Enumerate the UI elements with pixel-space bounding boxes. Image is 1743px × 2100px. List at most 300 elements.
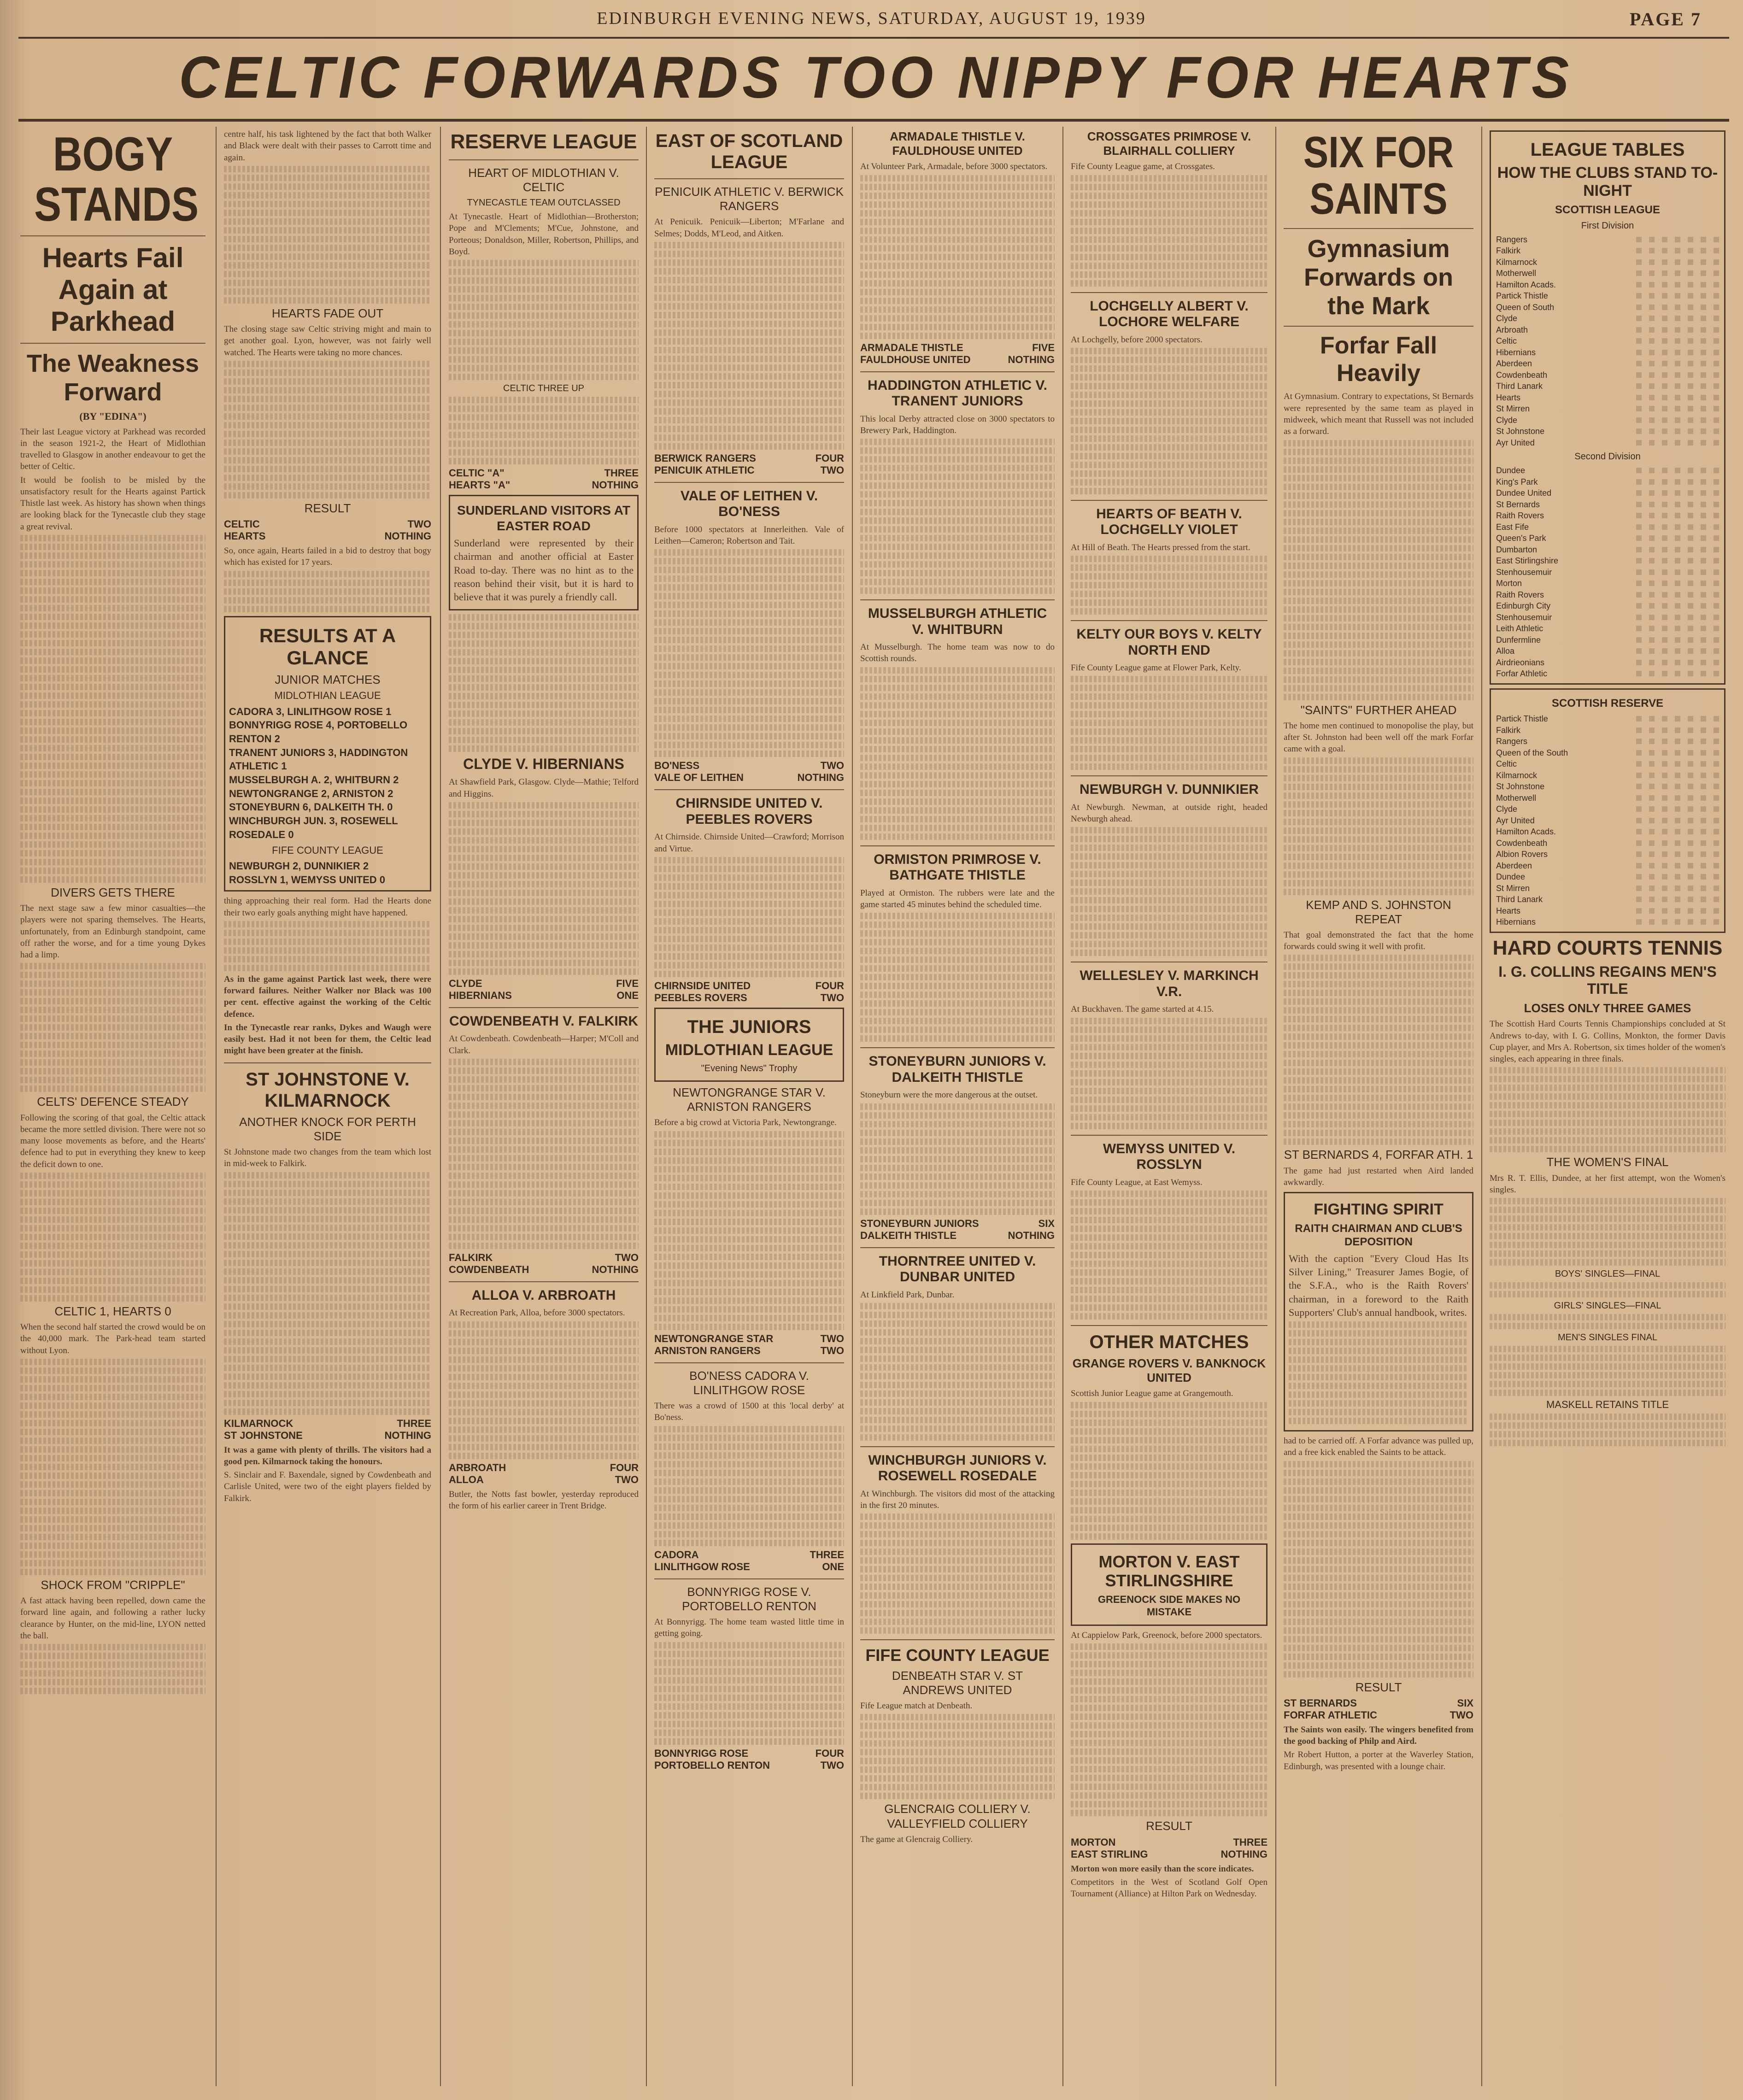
stat-cell	[1630, 883, 1643, 894]
stat-cell	[1669, 555, 1682, 567]
stat-cell	[1682, 313, 1695, 324]
stat-cell	[1708, 838, 1720, 849]
stat-cell	[1643, 770, 1656, 781]
league-tables-subtitle: HOW THE CLUBS STAND TO-NIGHT	[1497, 164, 1718, 200]
headline-fighting-spirit: FIGHTING SPIRIT	[1314, 1201, 1444, 1219]
article-paragraph: As in the game against Partick last week, there were forward failures. Neither Walker nor Black was 100 per cent. effective against the working of the Celtic defence.	[224, 974, 431, 1019]
stat-cell	[1682, 499, 1695, 510]
glance-title: RESULTS AT A GLANCE	[259, 624, 396, 669]
article-paragraph: Scottish Junior League game at Grangemouth.	[1071, 1389, 1233, 1399]
page-number: PAGE 7	[1629, 9, 1702, 29]
stat-cell	[1682, 487, 1695, 499]
stat-cell	[1630, 725, 1643, 736]
match-result	[449, 978, 639, 1002]
table-row	[1495, 589, 1720, 601]
stat-cell	[1695, 645, 1708, 657]
stat-cell	[1695, 770, 1708, 781]
stat-cell	[1643, 860, 1656, 872]
table-row	[1495, 358, 1720, 370]
stat-cell	[1708, 245, 1720, 257]
stat-cell	[1656, 279, 1669, 291]
stat-cell	[1656, 905, 1669, 917]
stat-cell	[1669, 758, 1682, 770]
stat-cell	[1695, 324, 1708, 336]
result-score: THREE	[397, 1417, 431, 1429]
column-celtic-hearts-cont	[217, 127, 438, 2086]
stat-cell	[1630, 465, 1643, 476]
result-score: TWO	[820, 464, 844, 476]
stat-cell	[1682, 612, 1695, 623]
team-name: Hibernians	[1496, 347, 1536, 357]
stat-cell	[1643, 668, 1656, 680]
match-heading: BO'NESS CADORA V. LINLITHGOW ROSE	[689, 1368, 809, 1397]
match-result	[449, 1462, 639, 1486]
match-heading: STONEYBURN JUNIORS V. DALKEITH THISTLE	[869, 1054, 1046, 1085]
result-team: FORFAR ATHLETIC	[1284, 1709, 1377, 1721]
stat-cell	[1656, 657, 1669, 669]
stat-cell	[1656, 268, 1669, 279]
stat-cell	[1669, 392, 1682, 404]
stat-cell	[1682, 415, 1695, 426]
article-paragraph: At Shawfield Park, Glasgow. Clyde—Mathie; Telford and Higgins.	[449, 777, 639, 799]
stat-cell	[1695, 623, 1708, 634]
stat-cell	[1630, 657, 1643, 669]
table-row	[1495, 657, 1720, 669]
stat-cell	[1695, 381, 1708, 392]
subhead-hearts-fail: Hearts Fail Again at Parkhead	[42, 242, 184, 337]
result-team: ARMADALE THISTLE	[860, 341, 963, 353]
stat-cell	[1708, 522, 1720, 533]
article-paragraph: Mr Robert Hutton, a porter at the Waverley Station, Edinburgh, was presented with a lounge chair.	[1284, 1750, 1473, 1772]
stat-cell	[1643, 358, 1656, 370]
stat-cell	[1669, 815, 1682, 827]
stat-cell	[1669, 838, 1682, 849]
table-row	[1495, 403, 1720, 415]
stat-cell	[1656, 736, 1669, 747]
stat-cell	[1669, 747, 1682, 759]
stat-cell	[1643, 347, 1656, 358]
result-team: BO'NESS	[654, 760, 700, 772]
stat-cell	[1643, 736, 1656, 747]
stat-cell	[1682, 736, 1695, 747]
match-result	[654, 1333, 844, 1357]
section-girls-singles: GIRLS' SINGLES—FINAL	[1554, 1301, 1661, 1311]
stat-cell	[1669, 792, 1682, 804]
stat-cell	[1656, 245, 1669, 257]
stat-cell	[1695, 522, 1708, 533]
banner-rule	[18, 119, 1729, 122]
team-name: Alloa	[1496, 646, 1515, 656]
stat-cell	[1656, 426, 1669, 437]
team-name: Dundee	[1496, 872, 1526, 882]
article-paragraph: Mrs R. T. Ellis, Dundee, at her first attempt, won the Women's singles.	[1490, 1173, 1725, 1195]
table-row	[1495, 894, 1720, 905]
stat-cell	[1708, 437, 1720, 449]
headline-fife-county: FIFE COUNTY LEAGUE	[865, 1646, 1050, 1665]
glance-result: ROSSLYN 1, WEMYSS UNITED 0	[229, 874, 386, 886]
stat-cell	[1643, 426, 1656, 437]
stat-cell	[1682, 758, 1695, 770]
reserve-table	[1495, 713, 1720, 928]
team-name: St Mirren	[1496, 883, 1530, 893]
stat-cell	[1708, 426, 1720, 437]
table-row	[1495, 600, 1720, 612]
article-paragraph: Sunderland were represented by their chairman and another official at Easter Road to-day. There was no hint as to the reason behind their visit, but it is hard to believe that it was purely a friendly call.	[454, 537, 634, 603]
stat-cell	[1656, 894, 1669, 905]
stat-cell	[1656, 871, 1669, 883]
stat-cell	[1643, 313, 1656, 324]
subhead-perth: ANOTHER KNOCK FOR PERTH SIDE	[239, 1115, 416, 1143]
stat-cell	[1656, 578, 1669, 589]
stat-cell	[1669, 736, 1682, 747]
first-division-rows	[1495, 234, 1720, 449]
stat-cell	[1630, 871, 1643, 883]
stat-cell	[1708, 234, 1720, 246]
section-mens-singles: MEN'S SINGLES FINAL	[1557, 1332, 1658, 1343]
stat-cell	[1708, 347, 1720, 358]
stat-cell	[1682, 335, 1695, 347]
table-row	[1495, 849, 1720, 860]
stat-cell	[1695, 871, 1708, 883]
stat-cell	[1656, 770, 1669, 781]
result-label: RESULT	[1146, 1819, 1192, 1833]
stat-cell	[1669, 916, 1682, 928]
stat-cell	[1630, 645, 1643, 657]
table-row	[1495, 645, 1720, 657]
stat-cell	[1695, 555, 1708, 567]
stat-cell	[1682, 747, 1695, 759]
stat-cell	[1695, 268, 1708, 279]
result-team: EAST STIRLING	[1071, 1848, 1148, 1860]
result-score: NOTHING	[384, 530, 431, 542]
stat-cell	[1708, 736, 1720, 747]
team-name: Hamilton Acads.	[1496, 280, 1556, 289]
stat-cell	[1708, 634, 1720, 646]
team-name: Raith Rovers	[1496, 590, 1544, 599]
stat-cell	[1695, 245, 1708, 257]
stat-cell	[1682, 567, 1695, 578]
result-team: BERWICK RANGERS	[654, 452, 756, 464]
stat-cell	[1708, 381, 1720, 392]
stat-cell	[1643, 476, 1656, 488]
stat-cell	[1695, 510, 1708, 522]
section-hearts-fade: HEARTS FADE OUT	[271, 306, 384, 320]
stat-cell	[1708, 770, 1720, 781]
stat-cell	[1682, 437, 1695, 449]
stat-cell	[1656, 476, 1669, 488]
stat-cell	[1682, 510, 1695, 522]
result-team: PEEBLES ROVERS	[654, 991, 747, 1003]
stat-cell	[1708, 567, 1720, 578]
stat-cell	[1656, 257, 1669, 268]
table-row	[1495, 279, 1720, 291]
stat-cell	[1708, 415, 1720, 426]
stat-cell	[1656, 916, 1669, 928]
result-score: TWO	[820, 1759, 844, 1771]
stat-cell	[1695, 335, 1708, 347]
section-celtic-three-up: CELTIC THREE UP	[503, 383, 584, 394]
stat-cell	[1656, 600, 1669, 612]
stat-cell	[1695, 234, 1708, 246]
team-name: Falkirk	[1496, 246, 1520, 256]
table-row	[1495, 612, 1720, 623]
stat-cell	[1669, 905, 1682, 917]
team-name: Queen's Park	[1496, 534, 1546, 543]
stat-cell	[1643, 883, 1656, 894]
stat-cell	[1643, 302, 1656, 313]
stat-cell	[1656, 465, 1669, 476]
stat-cell	[1643, 657, 1656, 669]
column-east-of-scotland	[648, 127, 851, 2086]
stat-cell	[1682, 358, 1695, 370]
result-label: RESULT	[304, 501, 351, 515]
stat-cell	[1708, 916, 1720, 928]
result-score: TWO	[820, 991, 844, 1003]
stat-cell	[1630, 403, 1643, 415]
article-paragraph: The Saints won easily. The wingers benefited from the good backing of Philp and Aird.	[1284, 1725, 1473, 1747]
table-row	[1495, 905, 1720, 917]
team-name: Aberdeen	[1496, 861, 1532, 870]
match-heading: GLENCRAIG COLLIERY V. VALLEYFIELD COLLIERY	[884, 1802, 1031, 1830]
second-division-label: Second Division	[1574, 452, 1641, 462]
section-st-bernards-4: ST BERNARDS 4, FORFAR ATH. 1	[1284, 1148, 1473, 1162]
stat-cell	[1682, 544, 1695, 556]
article-paragraph: So, once again, Hearts failed in a bid to destroy that bogy which has existed for 17 years.	[224, 546, 431, 568]
stat-cell	[1656, 358, 1669, 370]
article-paragraph: Before a big crowd at Victoria Park, Newtongrange.	[654, 1118, 837, 1128]
stat-cell	[1695, 916, 1708, 928]
stat-cell	[1695, 838, 1708, 849]
stat-cell	[1695, 860, 1708, 872]
stat-cell	[1695, 826, 1708, 838]
stat-cell	[1643, 871, 1656, 883]
table-row	[1495, 781, 1720, 792]
team-name: Motherwell	[1496, 269, 1537, 278]
table-row	[1495, 804, 1720, 815]
result-score: TWO	[820, 1344, 844, 1356]
stat-cell	[1643, 916, 1656, 928]
stat-cell	[1695, 736, 1708, 747]
stat-cell	[1656, 324, 1669, 336]
stat-cell	[1643, 645, 1656, 657]
stat-cell	[1630, 826, 1643, 838]
result-team: CELTIC	[224, 518, 260, 530]
table-row	[1495, 770, 1720, 781]
match-heading: ARMADALE THISTLE V. FAULDHOUSE UNITED	[890, 129, 1025, 158]
headline-other-matches: OTHER MATCHES	[1089, 1332, 1249, 1352]
stat-cell	[1695, 437, 1708, 449]
team-name: Arbroath	[1496, 325, 1528, 334]
team-name: Rangers	[1496, 737, 1528, 746]
stat-cell	[1682, 623, 1695, 634]
stat-cell	[1656, 713, 1669, 725]
stat-cell	[1682, 792, 1695, 804]
stat-cell	[1682, 381, 1695, 392]
match-heading: LOCHGELLY ALBERT V. LOCHORE WELFARE	[1090, 298, 1249, 330]
article-paragraph: Fife County League game, at Crossgates.	[1071, 162, 1215, 172]
stat-cell	[1708, 623, 1720, 634]
stat-cell	[1682, 257, 1695, 268]
stat-cell	[1669, 612, 1682, 623]
team-name: St Bernards	[1496, 499, 1540, 509]
stat-cell	[1695, 668, 1708, 680]
stat-cell	[1630, 668, 1643, 680]
article-paragraph: Their last League victory at Parkhead was recorded in the season 1921-2, the Heart of Midlothian travelled to Glasgow in another endeavour to get the better of Celtic.	[20, 427, 205, 472]
stat-cell	[1656, 347, 1669, 358]
result-score: FOUR	[815, 452, 844, 464]
team-name: Clyde	[1496, 415, 1518, 425]
stat-cell	[1708, 403, 1720, 415]
stat-cell	[1656, 567, 1669, 578]
stat-cell	[1630, 358, 1643, 370]
team-name: Cowdenbeath	[1496, 838, 1548, 848]
match-result	[224, 1418, 431, 1442]
result-score: SIX	[1038, 1217, 1055, 1229]
match-heading: HADDINGTON ATHLETIC V. TRANENT JUNIORS	[867, 377, 1047, 409]
stat-cell	[1682, 268, 1695, 279]
result-team: PORTOBELLO RENTON	[654, 1759, 770, 1771]
stat-cell	[1656, 533, 1669, 544]
headline-morton: MORTON V. EAST STIRLINGSHIRE	[1098, 1552, 1240, 1590]
match-heading: PENICUIK ATHLETIC V. BERWICK RANGERS	[655, 185, 844, 213]
stat-cell	[1695, 290, 1708, 302]
section-celtic-1-hearts-0: CELTIC 1, HEARTS 0	[54, 1304, 171, 1318]
stat-cell	[1708, 324, 1720, 336]
subhead-forfar: Forfar Fall Heavily	[1320, 332, 1438, 387]
stat-cell	[1656, 555, 1669, 567]
team-name: Kilmarnock	[1496, 257, 1538, 267]
stat-cell	[1708, 257, 1720, 268]
stat-cell	[1656, 302, 1669, 313]
table-row	[1495, 838, 1720, 849]
glance-result: MUSSELBURGH A. 2, WHITBURN 2	[229, 774, 399, 786]
stat-cell	[1695, 415, 1708, 426]
stat-cell	[1708, 657, 1720, 669]
headline-east-of-scotland: EAST OF SCOTLAND LEAGUE	[655, 131, 843, 172]
stat-cell	[1695, 302, 1708, 313]
table-row	[1495, 415, 1720, 426]
article-paragraph: At Chirnside. Chirnside United—Crawford; Morrison and Virtue.	[654, 832, 844, 854]
stat-cell	[1656, 290, 1669, 302]
stat-cell	[1656, 838, 1669, 849]
glance-result: BONNYRIGG ROSE 4, PORTOBELLO RENTON 2	[229, 719, 408, 745]
stat-cell	[1708, 465, 1720, 476]
stat-cell	[1669, 290, 1682, 302]
match-result	[224, 518, 431, 542]
team-name: Stenhousemuir	[1496, 612, 1552, 622]
table-row	[1495, 302, 1720, 313]
table-row	[1495, 245, 1720, 257]
stat-cell	[1695, 758, 1708, 770]
stat-cell	[1656, 370, 1669, 381]
stat-cell	[1682, 600, 1695, 612]
stat-cell	[1643, 487, 1656, 499]
stat-cell	[1708, 392, 1720, 404]
article-paragraph: Following the scoring of that goal, the Celtic attack became the more settled division. There were not so many loose movements as before, and the Hearts' defence had to put in everything they knew to keep the deficit down to one.	[20, 1113, 205, 1169]
table-row	[1495, 257, 1720, 268]
stat-cell	[1643, 245, 1656, 257]
juniors-box	[654, 1008, 844, 1082]
stat-cell	[1708, 476, 1720, 488]
stat-cell	[1669, 510, 1682, 522]
stat-cell	[1656, 510, 1669, 522]
stat-cell	[1682, 324, 1695, 336]
stat-cell	[1630, 589, 1643, 601]
table-row	[1495, 437, 1720, 449]
stat-cell	[1682, 370, 1695, 381]
stat-cell	[1643, 804, 1656, 815]
column-bogy-stands	[14, 127, 212, 2086]
stat-cell	[1669, 860, 1682, 872]
column-rule	[440, 127, 441, 2086]
match-heading: CLYDE V. HIBERNIANS	[463, 756, 624, 773]
section-kemp-johnston: KEMP AND S. JOHNSTON REPEAT	[1306, 897, 1451, 926]
section-maskell: MASKELL RETAINS TITLE	[1546, 1399, 1669, 1411]
stat-cell	[1656, 758, 1669, 770]
match-heading: KELTY OUR BOYS V. KELTY NORTH END	[1076, 627, 1262, 658]
stat-cell	[1643, 499, 1656, 510]
team-name: Third Lanark	[1496, 381, 1543, 391]
result-score: NOTHING	[1221, 1848, 1268, 1860]
match-heading: DENBEATH STAR V. ST ANDREWS UNITED	[892, 1668, 1023, 1697]
stat-cell	[1669, 533, 1682, 544]
subhead-gymnasium: Gymnasium Forwards on the Mark	[1303, 235, 1454, 320]
stat-cell	[1708, 313, 1720, 324]
column-rule	[1275, 127, 1276, 2086]
result-team: LINLITHGOW ROSE	[654, 1560, 750, 1572]
match-heading: GRANGE ROVERS V. BANKNOCK UNITED	[1072, 1356, 1266, 1385]
team-name: Queen of the South	[1496, 748, 1568, 757]
stat-cell	[1708, 645, 1720, 657]
team-name: Leith Athletic	[1496, 624, 1543, 634]
stat-cell	[1643, 290, 1656, 302]
stat-cell	[1695, 403, 1708, 415]
stat-cell	[1682, 426, 1695, 437]
stat-cell	[1682, 302, 1695, 313]
match-heading: CHIRNSIDE UNITED V. PEEBLES ROVERS	[675, 796, 823, 827]
column-league-tables	[1483, 127, 1732, 2086]
table-row	[1495, 510, 1720, 522]
stat-cell	[1669, 234, 1682, 246]
stat-cell	[1643, 826, 1656, 838]
article-paragraph: At Bonnyrigg. The home team wasted little time in getting going.	[654, 1617, 844, 1639]
stat-cell	[1682, 403, 1695, 415]
team-name: East Stirlingshire	[1496, 556, 1559, 566]
team-name: Ayr United	[1496, 815, 1535, 825]
stat-cell	[1708, 612, 1720, 623]
byline: (BY "EDINA")	[79, 410, 147, 422]
table-row	[1495, 476, 1720, 488]
result-team: CLYDE	[449, 977, 482, 989]
stat-cell	[1669, 358, 1682, 370]
stat-cell	[1656, 792, 1669, 804]
article-paragraph: This local Derby attracted close on 3000 spectators to Brewery Park, Haddington.	[860, 414, 1055, 435]
result-score: TWO	[615, 1473, 639, 1485]
stat-cell	[1708, 792, 1720, 804]
stat-cell	[1669, 894, 1682, 905]
table-row	[1495, 487, 1720, 499]
result-score: THREE	[810, 1549, 844, 1560]
stat-cell	[1708, 804, 1720, 815]
result-score: FOUR	[610, 1461, 639, 1473]
stat-cell	[1708, 905, 1720, 917]
stat-cell	[1669, 324, 1682, 336]
stat-cell	[1669, 849, 1682, 860]
stat-cell	[1682, 589, 1695, 601]
team-name: Hearts	[1496, 393, 1521, 402]
table-row	[1495, 347, 1720, 358]
stat-cell	[1708, 578, 1720, 589]
